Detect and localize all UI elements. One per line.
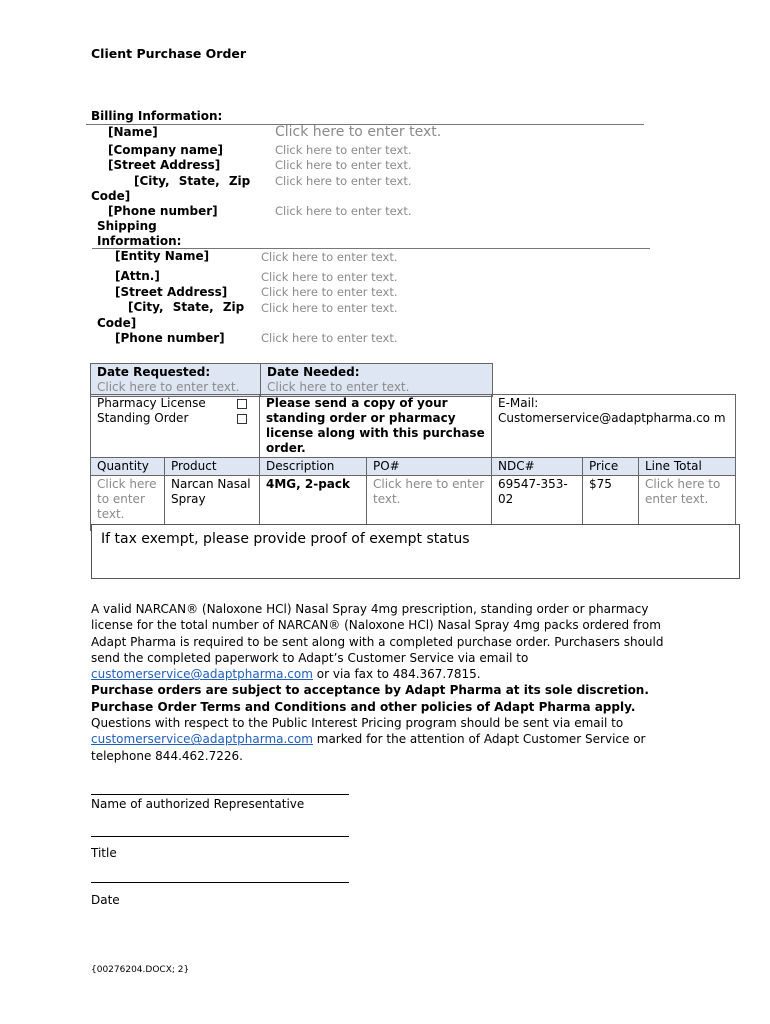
date-requested-cell xyxy=(91,364,261,397)
billing-street-label: [Street Address] xyxy=(108,158,221,172)
license-cell xyxy=(91,395,260,458)
shipping-attn-label: [Attn.] xyxy=(115,269,160,283)
dates-table xyxy=(90,363,493,397)
send-copy-note: Please send a copy of your standing order or pharmacy license along with this purchase order. xyxy=(260,395,492,458)
billing-street-field[interactable]: Click here to enter text. xyxy=(275,158,412,172)
date-needed-cell xyxy=(261,364,493,397)
shipping-city-field[interactable]: Click here to enter text. xyxy=(261,301,398,315)
shipping-attn-field[interactable]: Click here to enter text. xyxy=(261,270,398,284)
email-value: Customerservice@adaptpharma.co m xyxy=(498,411,726,425)
description-cell: 4MG, 2-pack xyxy=(260,476,367,531)
price-cell: $75 xyxy=(583,476,639,531)
tax-exempt-box[interactable] xyxy=(91,524,740,579)
shipping-entity-field[interactable]: Click here to enter text. xyxy=(261,250,398,264)
product-cell: Narcan Nasal Spray xyxy=(165,476,260,531)
billing-heading: Billing Information: xyxy=(91,109,223,123)
billing-company-field[interactable]: Click here to enter text. xyxy=(275,143,412,157)
col-description: Description xyxy=(260,458,367,476)
terms-text-2: Questions with respect to the Public Interest Pricing program should be sent via email to xyxy=(91,716,624,731)
terms-bold-2: Purchase Order Terms and Conditions and other policies of Adapt Pharma apply. xyxy=(91,699,636,714)
column-header-row xyxy=(91,458,736,476)
date-needed-label: Date Needed: xyxy=(267,365,360,379)
col-po: PO# xyxy=(367,458,492,476)
billing-city-label-cont: Code] xyxy=(91,189,131,203)
terms-text-1-tail: or via fax to 484.367.7815. xyxy=(312,667,481,682)
billing-city-label: [City, State, Zip xyxy=(134,174,251,188)
shipping-phone-label: [Phone number] xyxy=(115,331,225,345)
pharmacy-license-label: Pharmacy License xyxy=(97,396,206,410)
shipping-city-label: [City, State, Zip xyxy=(128,300,245,314)
terms-text-2-tail: marked for the attention of Adapt Customer Service or telephone 844.462.7226. xyxy=(91,732,646,763)
standing-order-checkbox[interactable] xyxy=(237,414,247,424)
document-footer: {00276204.DOCX; 2} xyxy=(91,965,190,975)
email-link-2[interactable]: customerservice@adaptpharma.com xyxy=(91,732,313,747)
billing-phone-field[interactable]: Click here to enter text. xyxy=(275,204,412,218)
col-line-total: Line Total xyxy=(639,458,736,476)
billing-company-label: [Company name] xyxy=(108,143,224,157)
billing-phone-label: [Phone number] xyxy=(108,204,218,218)
title-label: Title xyxy=(91,846,117,860)
date-requested-label: Date Requested: xyxy=(97,365,211,379)
shipping-entity-label: [Entity Name] xyxy=(115,249,210,263)
date-needed-field[interactable]: Click here to enter text. xyxy=(267,380,410,394)
shipping-city-label-cont: Code] xyxy=(97,316,137,330)
document-title: Client Purchase Order xyxy=(91,46,247,61)
shipping-heading: Shipping xyxy=(97,219,157,233)
col-price: Price xyxy=(583,458,639,476)
pharmacy-license-checkbox[interactable] xyxy=(237,399,247,409)
rep-signature-line[interactable] xyxy=(91,794,349,795)
terms-paragraph xyxy=(91,601,691,764)
ndc-cell: 69547-353-02 xyxy=(492,476,583,531)
billing-name-label: [Name] xyxy=(108,125,158,139)
billing-city-field[interactable]: Click here to enter text. xyxy=(275,174,412,188)
table-row xyxy=(91,476,736,531)
email-link-1[interactable]: customerservice@adaptpharma.com xyxy=(91,667,313,682)
email-cell xyxy=(492,395,736,458)
shipping-street-label: [Street Address] xyxy=(115,285,228,299)
terms-bold-1: Purchase orders are subject to acceptance by Adapt Pharma at its sole discretion. xyxy=(91,683,649,698)
date-signature-line[interactable] xyxy=(91,882,349,883)
rep-label: Name of authorized Representative xyxy=(91,797,305,811)
title-signature-line[interactable] xyxy=(91,836,349,837)
tax-exempt-text: If tax exempt, please provide proof of exempt status xyxy=(101,531,470,547)
billing-name-field[interactable]: Click here to enter text. xyxy=(275,124,442,140)
col-ndc: NDC# xyxy=(492,458,583,476)
date-label: Date xyxy=(91,893,120,907)
order-table xyxy=(90,394,736,531)
col-product: Product xyxy=(165,458,260,476)
shipping-phone-field[interactable]: Click here to enter text. xyxy=(261,331,398,345)
quantity-field[interactable]: Click here to enter text. xyxy=(91,476,165,531)
email-label: E-Mail: xyxy=(498,396,539,410)
line-total-field[interactable]: Click here to enter text. xyxy=(639,476,736,531)
date-requested-field[interactable]: Click here to enter text. xyxy=(97,380,240,394)
standing-order-label: Standing Order xyxy=(97,411,189,425)
shipping-street-field[interactable]: Click here to enter text. xyxy=(261,285,398,299)
terms-text-1: A valid NARCAN® (Naloxone HCl) Nasal Spray 4mg prescription, standing order or pharmacy license for the total number of NARCAN® (Naloxone HCl) Nasal Spray 4mg packs ordered from Adapt Pharma is required to be sent along with a completed purchase order. Purchasers should send the completed paperwork to Adapt’s Customer Service via email to xyxy=(91,602,664,665)
col-quantity: Quantity xyxy=(91,458,165,476)
shipping-heading-cont: Information: xyxy=(97,234,182,248)
po-field[interactable]: Click here to enter text. xyxy=(367,476,492,531)
